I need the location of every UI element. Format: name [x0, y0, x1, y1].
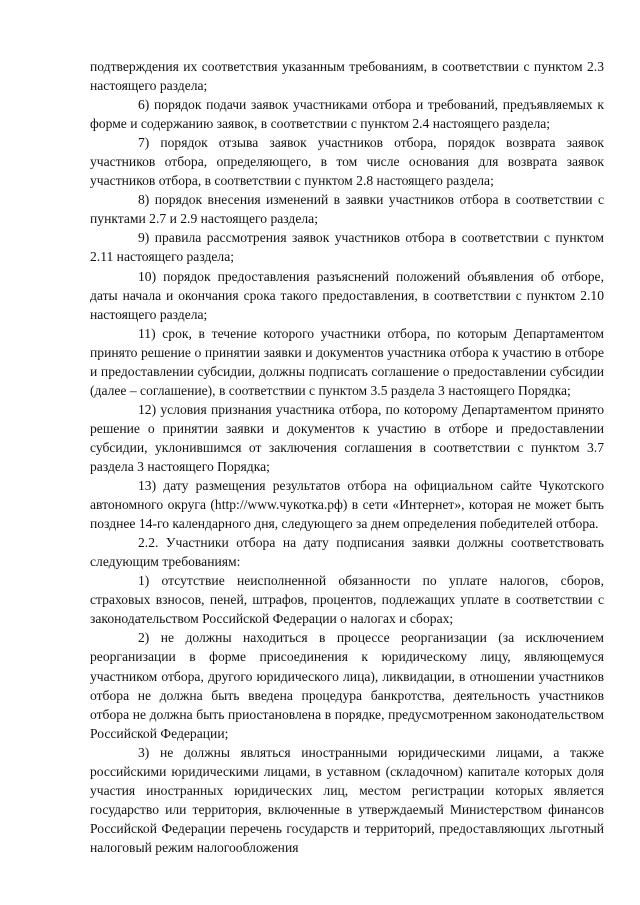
paragraph-item-11: 11) срок, в течение которого участники отбора, по которым Департаментом принято решение о принятии заявки и документов участника отбора к участию в отборе и предоставлении субсидии, должны подписать соглашение о предоставлении субсидии (далее – соглашение), в соответствии с пунктом 3.5 раздела 3 настоящего Порядка;: [90, 325, 604, 398]
paragraph-section-2-2: 2.2. Участники отбора на дату подписания заявки должны соответствовать следующим требованиям:: [90, 535, 604, 570]
paragraph-requirement-1: 1) отсутствие неисполненной обязанности по уплате налогов, сборов, страховых взносов, пеней, штрафов, процентов, подлежащих уплате в соответствии с законодательством Российской Федерации о налогах и сборах;: [90, 573, 604, 627]
paragraph-item-6: 6) порядок подачи заявок участниками отбора и требований, предъявляемых к форме и содержанию заявок, в соответствии с пунктом 2.4 настоящего раздела;: [90, 97, 604, 132]
paragraph-item-12: 12) условия признания участника отбора, по которому Департаментом принято решение о принятии заявки и документов к участию в отборе и предоставлении субсидии, уклонившимся от заключения соглашения в соответствии с пунктом 3.7 раздела 3 настоящего Порядка;: [90, 401, 604, 474]
paragraph-item-7: 7) порядок отзыва заявок участников отбора, порядок возврата заявок участников отбора, определяющего, в том числе основания для возврата заявок участников отбора, в соответствии с пунктом 2.8 настоящего раздела;: [90, 135, 604, 189]
document-body: [90, 57, 604, 857]
paragraph-item-8: 8) порядок внесения изменений в заявки участников отбора в соответствии с пунктами 2.7 и 2.9 настоящего раздела;: [90, 192, 604, 227]
paragraph-requirement-2: 2) не должны находиться в процессе реорганизации (за исключением реорганизации в форме присоединения к юридическому лицу, являющемуся участником отбора, другого юридического лица), ликвидации, в отношении участников отбора не должна быть введена процедура банкротства, деятельность участников отбора не должна быть приостановлена в порядке, предусмотренном законодательством Российской Федерации;: [90, 630, 604, 741]
paragraph-item-13: 13) дату размещения результатов отбора на официальном сайте Чукотского автономного округа (http://www.чукотка.рф) в сети «Интернет», которая не может быть позднее 14-го календарного дня, следующего за днем определения победителей отбора.: [90, 478, 604, 532]
paragraph-requirement-3: 3) не должны являться иностранными юридическими лицами, а также российскими юридическими лицами, в уставном (складочном) капитале которых доля участия иностранных юридических лиц, местом регистрации которых является государство или территория, включенные в утверждаемый Министерством финансов Российской Федерации перечень государств и территорий, предоставляющих льготный налоговый режим налогообложения: [90, 744, 604, 855]
paragraph-item-9: 9) правила рассмотрения заявок участников отбора в соответствии с пунктом 2.11 настоящего раздела;: [90, 230, 604, 265]
paragraph-continuation: подтверждения их соответствия указанным требованиям, в соответствии с пунктом 2.3 настоящего раздела;: [90, 59, 604, 94]
paragraph-item-10: 10) порядок предоставления разъяснений положений объявления об отборе, даты начала и окончания срока такого предоставления, в соответствии с пунктом 2.10 настоящего раздела;: [90, 268, 604, 322]
